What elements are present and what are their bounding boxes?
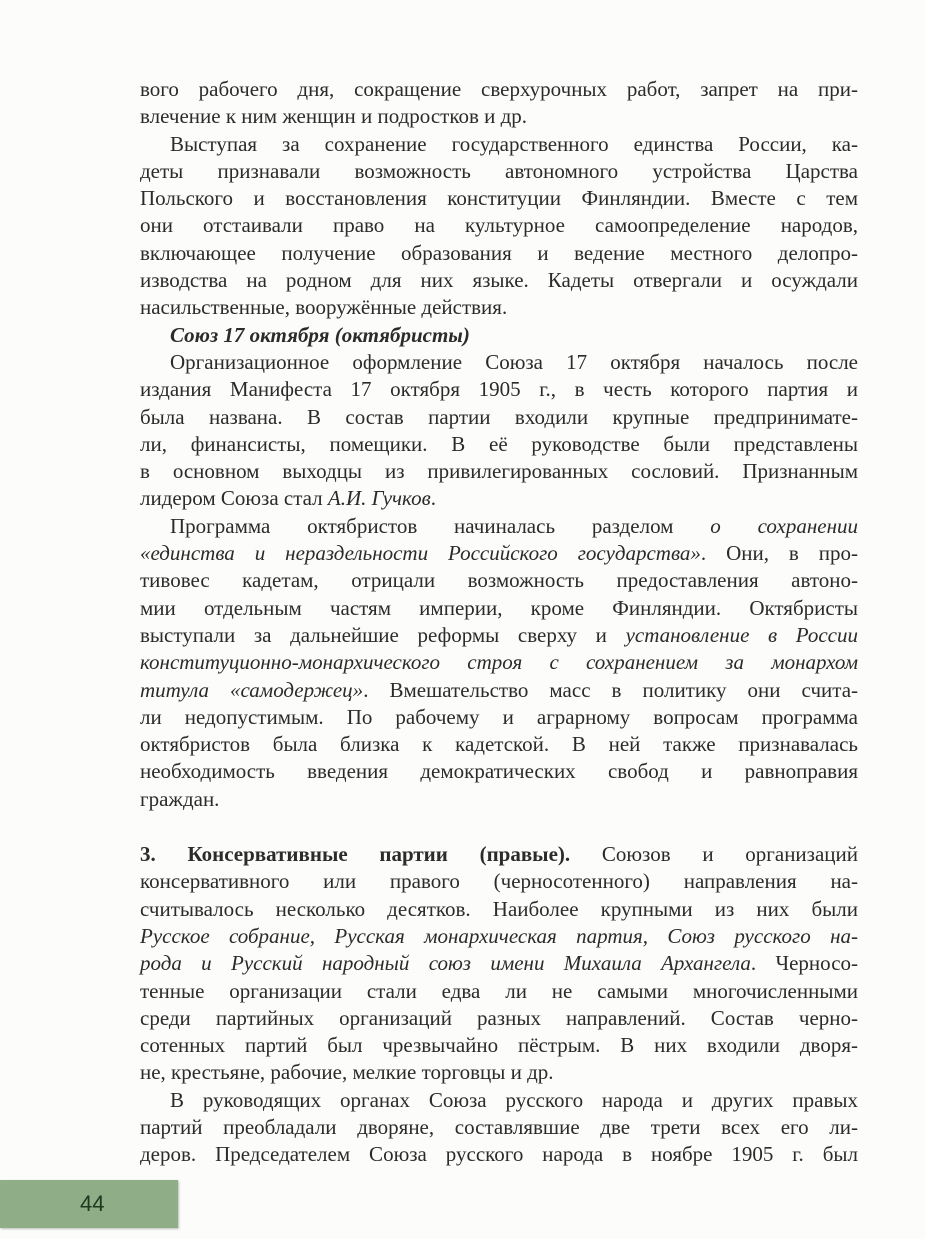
text-line <box>140 595 858 622</box>
text-segment: Выступая за сохранение государственного единства России, ка- <box>170 131 858 156</box>
text-segment: консервативного или правого (черносотенного) направления на- <box>140 869 858 894</box>
text-line <box>140 567 858 594</box>
text-segment: выступали за дальнейшие реформы сверху и <box>140 622 626 647</box>
text-line <box>140 786 858 813</box>
text-line <box>140 1032 858 1059</box>
text-segment: они отстаивали право на культурное самоопределение народов, <box>140 213 858 238</box>
text-line <box>140 540 858 567</box>
text-line <box>140 1005 858 1032</box>
text-segment: Организационное оформление Союза 17 октября началось после <box>170 349 858 374</box>
text-line <box>140 322 858 349</box>
text-segment: . Вмешательство масс в политику они счита- <box>363 677 859 702</box>
text-line <box>140 485 858 512</box>
text-line <box>140 513 858 540</box>
text-segment: считывалось несколько десятков. Наиболее крупными из них были <box>140 896 858 921</box>
text-line <box>140 212 858 239</box>
text-line <box>140 1059 858 1086</box>
section-gap <box>140 813 858 841</box>
text-segment: . Они, в про- <box>700 541 858 566</box>
text-line <box>140 267 858 294</box>
text-segment: октябристов была близка к кадетской. В ней также признавалась <box>140 732 858 757</box>
text-segment: вого рабочего дня, сокращение сверхурочных работ, запрет на при- <box>140 77 858 101</box>
italic-text: «единства и нераздельности Российского государства» <box>140 541 701 566</box>
heading-text: 3. Консервативные партии (правые). <box>140 842 571 867</box>
text-segment: деты признавали возможность автономного устройства Царства <box>140 158 858 183</box>
text-line <box>140 458 858 485</box>
text-line <box>140 431 858 458</box>
text-segment: деров. Председателем Союза русского народа в ноябре 1905 г. был <box>140 1142 858 1167</box>
text-line <box>140 1141 858 1168</box>
text-segment: лидером Союза стал <box>140 486 328 511</box>
text-segment: партий преобладали дворяне, составлявшие две трети всех его ли- <box>140 1114 858 1139</box>
text-line <box>140 649 858 676</box>
text-segment: была названа. В состав партии входили крупные предпринимате- <box>140 404 858 429</box>
text-segment: среди партийных организаций разных направлений. Состав черно- <box>140 1005 858 1030</box>
text-line <box>140 677 858 704</box>
text-line <box>140 704 858 731</box>
page-number-tab <box>0 1180 178 1228</box>
text-segment: тивовес кадетам, отрицали возможность предоставления автоно- <box>140 568 858 593</box>
text-segment: влечение к ним женщин и подростков и др. <box>140 104 528 129</box>
text-line <box>140 622 858 649</box>
text-line <box>140 76 858 103</box>
text-segment: В руководящих органах Союза русского народа и других правых <box>170 1087 858 1112</box>
text-line <box>140 376 858 403</box>
text-segment: в основном выходцы из привилегированных сословий. Признанным <box>140 459 858 484</box>
italic-text: конституционно-монархического строя с сохранением за монархом <box>140 650 858 675</box>
italic-text: о сохранении <box>710 513 858 538</box>
text-line <box>140 1114 858 1141</box>
text-line <box>140 923 858 950</box>
text-line <box>140 950 858 977</box>
text-line <box>140 294 858 321</box>
text-segment: сотенных партий был чрезвычайно пёстрым. В них входили дворя- <box>140 1033 858 1058</box>
text-line <box>140 758 858 785</box>
text-segment: издания Манифеста 17 октября 1905 г., в честь которого партия и <box>140 377 858 402</box>
text-segment: ли, финансисты, помещики. В её руководстве были представлены <box>140 431 858 456</box>
italic-text: установление в России <box>625 622 858 647</box>
text-segment: Программа октябристов начиналась разделом <box>170 513 711 538</box>
text-segment: граждан. <box>140 786 220 811</box>
text-segment: Польского и восстановления конституции Финляндии. Вместе с тем <box>140 186 858 211</box>
text-line <box>140 185 858 212</box>
text-line <box>140 103 858 130</box>
page-text <box>140 76 858 1169</box>
page-number: 44 <box>80 1191 105 1216</box>
text-segment: мии отдельным частям империи, кроме Финляндии. Октябристы <box>140 595 858 620</box>
text-line <box>140 841 858 868</box>
text-line <box>140 731 858 758</box>
text-line <box>140 131 858 158</box>
text-segment: изводства на родном для них языке. Кадеты отвергали и осуждали <box>140 268 858 293</box>
text-segment: Союзов и организаций <box>570 842 858 867</box>
text-segment: тенные организации стали едва ли не самыми многочисленными <box>140 978 858 1003</box>
italic-text: титула «самодержец» <box>140 677 364 702</box>
text-segment: не, крестьяне, рабочие, мелкие торговцы и др. <box>140 1060 554 1085</box>
text-line <box>140 1087 858 1114</box>
italic-text: А.И. Гучков <box>327 486 431 511</box>
italic-text: Русское собрание, Русская монархическая партия, Союз русского на- <box>140 923 858 948</box>
text-segment: насильственные, вооружённые действия. <box>140 295 508 320</box>
text-segment: необходимость введения демократических свобод и равноправия <box>140 759 858 784</box>
text-line <box>140 240 858 267</box>
text-segment: . <box>430 486 436 511</box>
text-segment: ли недопустимым. По рабочему и аграрному вопросам программа <box>140 704 858 729</box>
text-segment: включающее получение образования и ведение местного делопро- <box>140 240 858 265</box>
text-line <box>140 404 858 431</box>
italic-text: рода и Русский народный союз имени Михаила Архангела <box>140 951 751 976</box>
text-segment: . Черносо- <box>750 951 859 976</box>
text-line <box>140 978 858 1005</box>
text-line <box>140 349 858 376</box>
text-line <box>140 868 858 895</box>
heading-text: Союз 17 октября (октябристы) <box>170 322 470 347</box>
text-line <box>140 896 858 923</box>
text-line <box>140 158 858 185</box>
